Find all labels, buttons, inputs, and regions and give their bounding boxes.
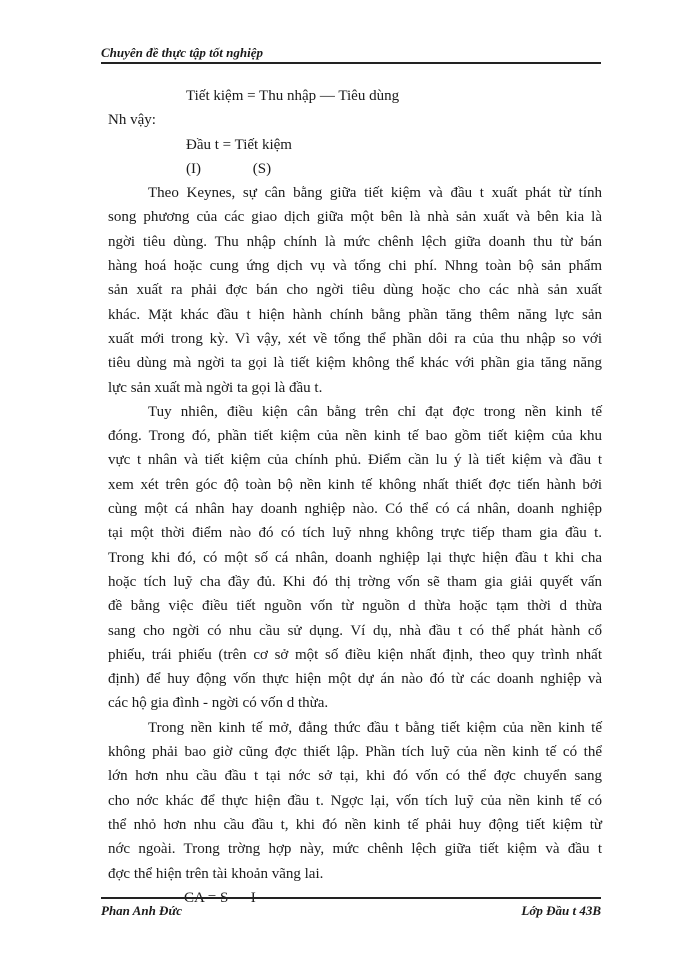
paragraph-line: thể nhỏ hơn nhu cầu đầu t, khi đó nền kinh tế phải huy động tiết kiệm từ xyxy=(108,816,602,833)
paragraph-line: đóng. Trong đó, phần tiết kiệm của nền kinh tế bao gồm tiết kiệm của khu xyxy=(108,428,602,445)
paragraph-line: ngời tiêu dùng. Thu nhập chính là mức chênh lệch giữa doanh thu từ bán xyxy=(108,233,602,250)
paragraph-line: tiêu dùng mà ngời ta gọi là tiết kiệm không thể khác với phần gia tăng năng xyxy=(108,355,602,372)
paragraph-line: không phải bao giờ cũng đợc thiết lập. Phần tích luỹ của nền kinh tế có thể xyxy=(108,744,602,761)
paragraph-line: xuất mới trong kỳ. Vì vậy, xét về tổng thể phần dôi ra của thu nhập so với xyxy=(108,330,602,347)
paragraph-line: Trong nền kinh tế mở, đẳng thức đầu t bằng tiết kiệm của nền kinh tế xyxy=(148,719,602,736)
paragraph-line: các hộ gia đình - ngời có vốn d thừa. xyxy=(108,695,329,712)
footer-author: Phan Anh Đức xyxy=(101,903,182,918)
paragraph-line: vực t nhân và tiết kiệm của chính phủ. Điểm cần lu ý là tiết kiệm và đầu t xyxy=(108,452,602,469)
header-title: Chuyên đề thực tập tốt nghiệp xyxy=(101,45,263,60)
paragraph-line: định) để huy động vốn thực hiện một dự án nào đó từ các doanh nghiệp và xyxy=(108,671,602,688)
paragraph-line: xem xét trên góc độ toàn bộ nền kinh tế không nhất thiết đợc tiến hành bởi xyxy=(108,476,602,493)
paragraph-line: lực sản xuất mà ngời ta gọi là đầu t. xyxy=(108,379,323,396)
paragraph-line: tại một thời điểm nào đó có tích luỹ nhng không trực tiếp tham gia đầu t. xyxy=(108,525,602,542)
equation-current-account: CA = S — I xyxy=(184,889,256,906)
footer-class: Lớp Đầu t 43B xyxy=(521,903,601,918)
paragraph-line: cho nớc khác để thực hiện đầu t. Ngợc lại, vốn tích luỹ của nền kinh tế có xyxy=(108,792,602,809)
page-header xyxy=(101,42,601,64)
text-line: Nh vậy: xyxy=(108,112,156,129)
paragraph-line: hoặc tích luỹ cha đầy đủ. Khi đó thị trờng vốn sẽ tham gia giải quyết vấn xyxy=(108,573,602,590)
paragraph-line: phiếu, trái phiếu (trên cơ sở một số điều kiện nhất định, theo quy trình nhất xyxy=(108,646,602,663)
page-footer xyxy=(101,897,601,923)
paragraph-line: đợc thể hiện trên tài khoản vãng lai. xyxy=(108,865,324,882)
paragraph-line: lớn hơn nhu cầu đầu t tại nớc sở tại, khi đó vốn có thể đợc chuyển sang xyxy=(108,768,602,785)
paragraph-line: song phương của các giao dịch giữa một bên là nhà sản xuất và bên kia là xyxy=(108,209,602,226)
paragraph-line: Tuy nhiên, điều kiện cân bằng trên chỉ đạt đợc trong nền kinh tế xyxy=(148,403,602,420)
paragraph-line: nớc ngoài. Trong trờng hợp này, mức chênh lệch giữa tiết kiệm và đầu t xyxy=(108,841,602,858)
paragraph-line: khác. Mặt khác đầu t hiện hành chính bằng phần tăng thêm năng lực sản xyxy=(108,306,602,323)
paragraph-line: cùng một cá nhân hay doanh nghiệp nào. Có thể có cá nhân, doanh nghiệp xyxy=(108,501,602,518)
equation-savings: Tiết kiệm = Thu nhập — Tiêu dùng xyxy=(186,88,400,104)
equation-symbols: (I) (S) xyxy=(186,160,272,177)
paragraph-line: Trong khi đó, có một số cá nhân, doanh nghiệp lại thực hiện đầu t khi cha xyxy=(108,549,602,566)
equation-investment: Đầu t = Tiết kiệm xyxy=(186,136,292,153)
paragraph-line: Theo Keynes, sự cân bằng giữa tiết kiệm và đầu t xuất phát từ tính xyxy=(148,185,602,202)
paragraph-line: sản xuất ra phải đợc bán cho ngời tiêu dùng hoặc cho các nhà sản xuất xyxy=(108,282,602,299)
document-body xyxy=(108,84,602,910)
paragraph-line: hàng hoá hoặc cung ứng dịch vụ và tổng chi phí. Nhng toàn bộ sản phẩm xyxy=(108,258,602,275)
paragraph-line: đề bằng việc điều tiết nguồn vốn từ nguồn d thừa hoặc tạm thời d thừa xyxy=(108,598,602,615)
paragraph-line: sang cho ngời có nhu cầu sử dụng. Ví dụ, nhà đầu t có thể phát hành cổ xyxy=(108,622,602,639)
